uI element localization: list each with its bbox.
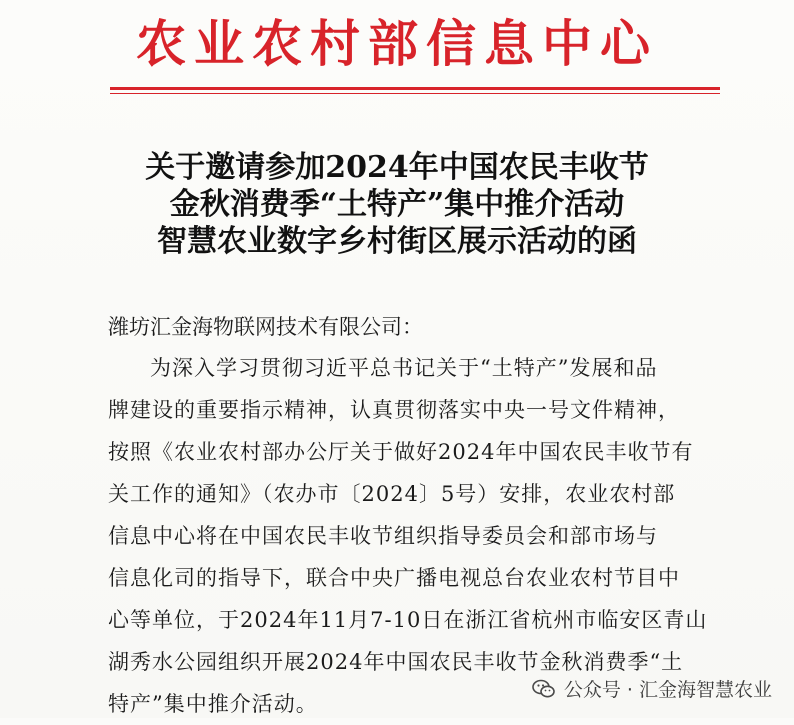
body-line: 心等单位，于2024年11月7-10日在浙江省杭州市临安区青山 (108, 608, 708, 632)
letterhead-rule-thick (110, 87, 720, 90)
letterhead-organization: 农业农村部信息中心 (136, 14, 658, 73)
body-line: 关工作的通知》（农办市〔2024〕5号）安排，农业农村部 (108, 482, 676, 506)
wechat-watermark (532, 675, 772, 702)
title-line: 金秋消费季“土特产”集中推介活动 (169, 187, 625, 222)
salutation: 潍坊汇金海物联网技术有限公司： (108, 315, 423, 339)
body-paragraph (108, 347, 708, 725)
letterhead-rule-thin (110, 93, 720, 94)
body-line: 湖秀水公园组织开展2024年中国农民丰收节金秋消费季“土 (108, 650, 684, 674)
wechat-icon (532, 677, 556, 701)
title-line: 智慧农业数字乡村街区展示活动的函 (157, 224, 637, 259)
title-line: 关于邀请参加2024年中国农民丰收节 (145, 150, 649, 185)
body-line: 牌建设的重要指示精神，认真贯彻落实中央一号文件精神， (108, 398, 680, 422)
body-line: 信息化司的指导下，联合中央广播电视总台农业农村节目中 (108, 566, 680, 590)
body-line: 特产”集中推介活动。 (108, 692, 318, 716)
body-line: 按照《农业农村部办公厅关于做好2024年中国农民丰收节有 (108, 440, 694, 464)
document-title (0, 149, 794, 260)
body-line: 信息中心将在中国农民丰收节组织指导委员会和部市场与 (108, 524, 658, 548)
body-line: 为深入学习贯彻习近平总书记关于“土特产”发展和品 (150, 356, 658, 380)
watermark-text: 公众号 · 汇金海智慧农业 (563, 679, 772, 701)
